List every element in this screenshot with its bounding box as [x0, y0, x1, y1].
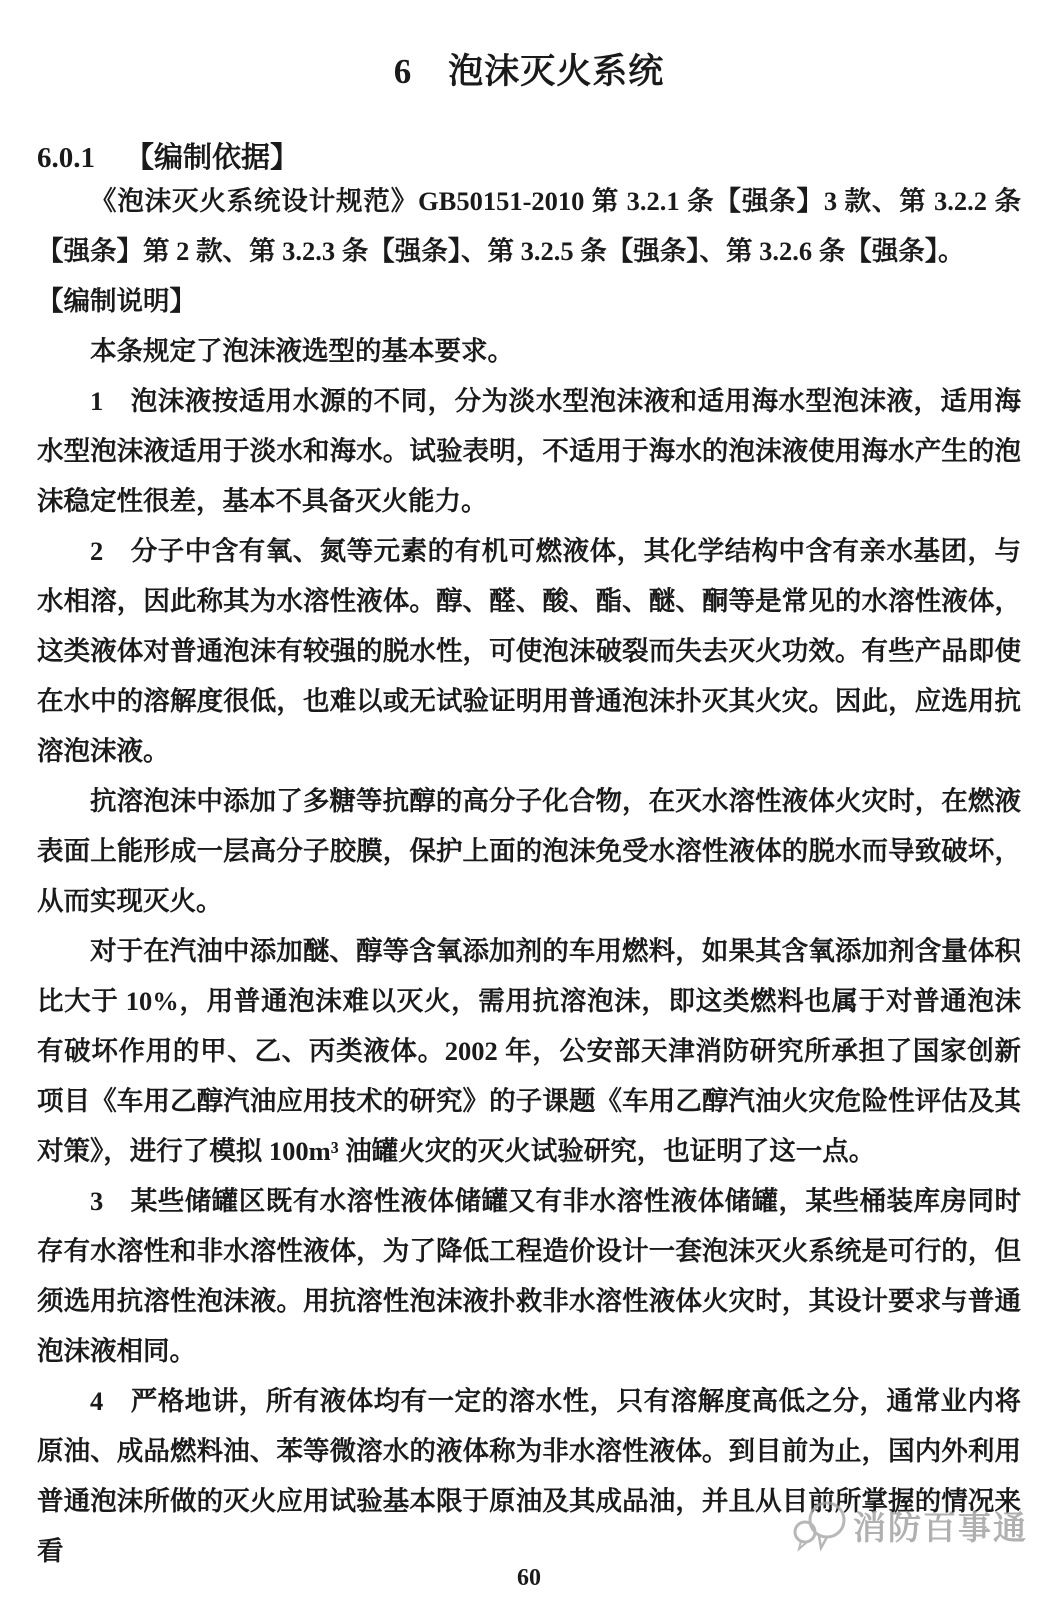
chat-bubbles-icon — [791, 1498, 849, 1552]
paragraph-gasoline-additives: 对于在汽油中添加醚、醇等含氧添加剂的车用燃料，如果其含氧添加剂含量体积比大于 10%，用普通泡沫难以灭火，需用抗溶泡沫，即这类燃料也属于对普通泡沫有破坏作用的甲、乙、丙类液体。2002 年，公安部天津消防研究所承担了国家创新项目《车用乙醇汽油应用技术的研究》的子课题《车用乙醇汽油火灾危险性评估及其对策》，进行了模拟 100m³ 油罐火灾的灭火试验研究，也证明了这一点。 — [37, 936, 1021, 1166]
paragraph-item-4: 4 严格地讲，所有液体均有一定的溶水性，只有溶解度高低之分，通常业内将原油、成品燃料油、苯等微溶水的液体称为非水溶性液体。到目前为止，国内外利用普通泡沫所做的灭火应用试验基本限于原油及其成品油，并且从目前所掌握的情况来看 — [37, 1386, 1021, 1566]
section-number: 6.0.1 — [37, 142, 95, 174]
section-label: 【编制依据】 — [125, 142, 300, 174]
section-heading — [37, 140, 1021, 176]
page-title: 6 泡沫灭火系统 — [393, 52, 665, 91]
paragraph-item-3: 3 某些储罐区既有水溶性液体储罐又有非水溶性液体储罐，某些桶装库房同时存有水溶性和非水溶性液体，为了降低工程造价设计一套泡沫灭火系统是可行的，但须选用抗溶性泡沫液。用抗溶性泡沫液扑救非水溶性液体火灾时，其设计要求与普通泡沫液相同。 — [37, 1186, 1021, 1366]
paragraph-intro: 本条规定了泡沫液选型的基本要求。 — [90, 336, 514, 366]
paragraph-item-1: 1 泡沫液按适用水源的不同，分为淡水型泡沫液和适用海水型泡沫液，适用海水型泡沫液适用于淡水和海水。试验表明，不适用于海水的泡沫液使用海水产生的泡沫稳定性很差，基本不具备灭火能力。 — [37, 386, 1021, 516]
paragraph-antifoam-polymer: 抗溶泡沫中添加了多糖等抗醇的高分子化合物，在灭水溶性液体火灾时，在燃液表面上能形成一层高分子胶膜，保护上面的泡沫免受水溶性液体的脱水而导致破坏，从而实现灭火。 — [37, 786, 1021, 916]
sub-heading-compilation-notes: 【编制说明】 — [37, 286, 196, 316]
paragraph-item-2: 2 分子中含有氧、氮等元素的有机可燃液体，其化学结构中含有亲水基团，与水相溶，因此称其为水溶性液体。醇、醛、酸、酯、醚、酮等是常见的水溶性液体，这类液体对普通泡沫有较强的脱水性，可使泡沫破裂而失去灭火功效。有些产品即使在水中的溶解度很低，也难以或无试验证明用普通泡沫扑灭其火灾。因此，应选用抗溶泡沫液。 — [37, 536, 1021, 766]
page-number: 60 — [517, 1565, 541, 1591]
watermark — [791, 1498, 1028, 1552]
paragraph-reference-basis: 《泡沫灭火系统设计规范》GB50151-2010 第 3.2.1 条【强条】3 款、第 3.2.2 条【强条】第 2 款、第 3.2.3 条【强条】、第 3.2.5 条【强条】、第 3.2.6 条【强条】。 — [37, 186, 1021, 266]
watermark-text: 消防百事通 — [853, 1510, 1028, 1547]
